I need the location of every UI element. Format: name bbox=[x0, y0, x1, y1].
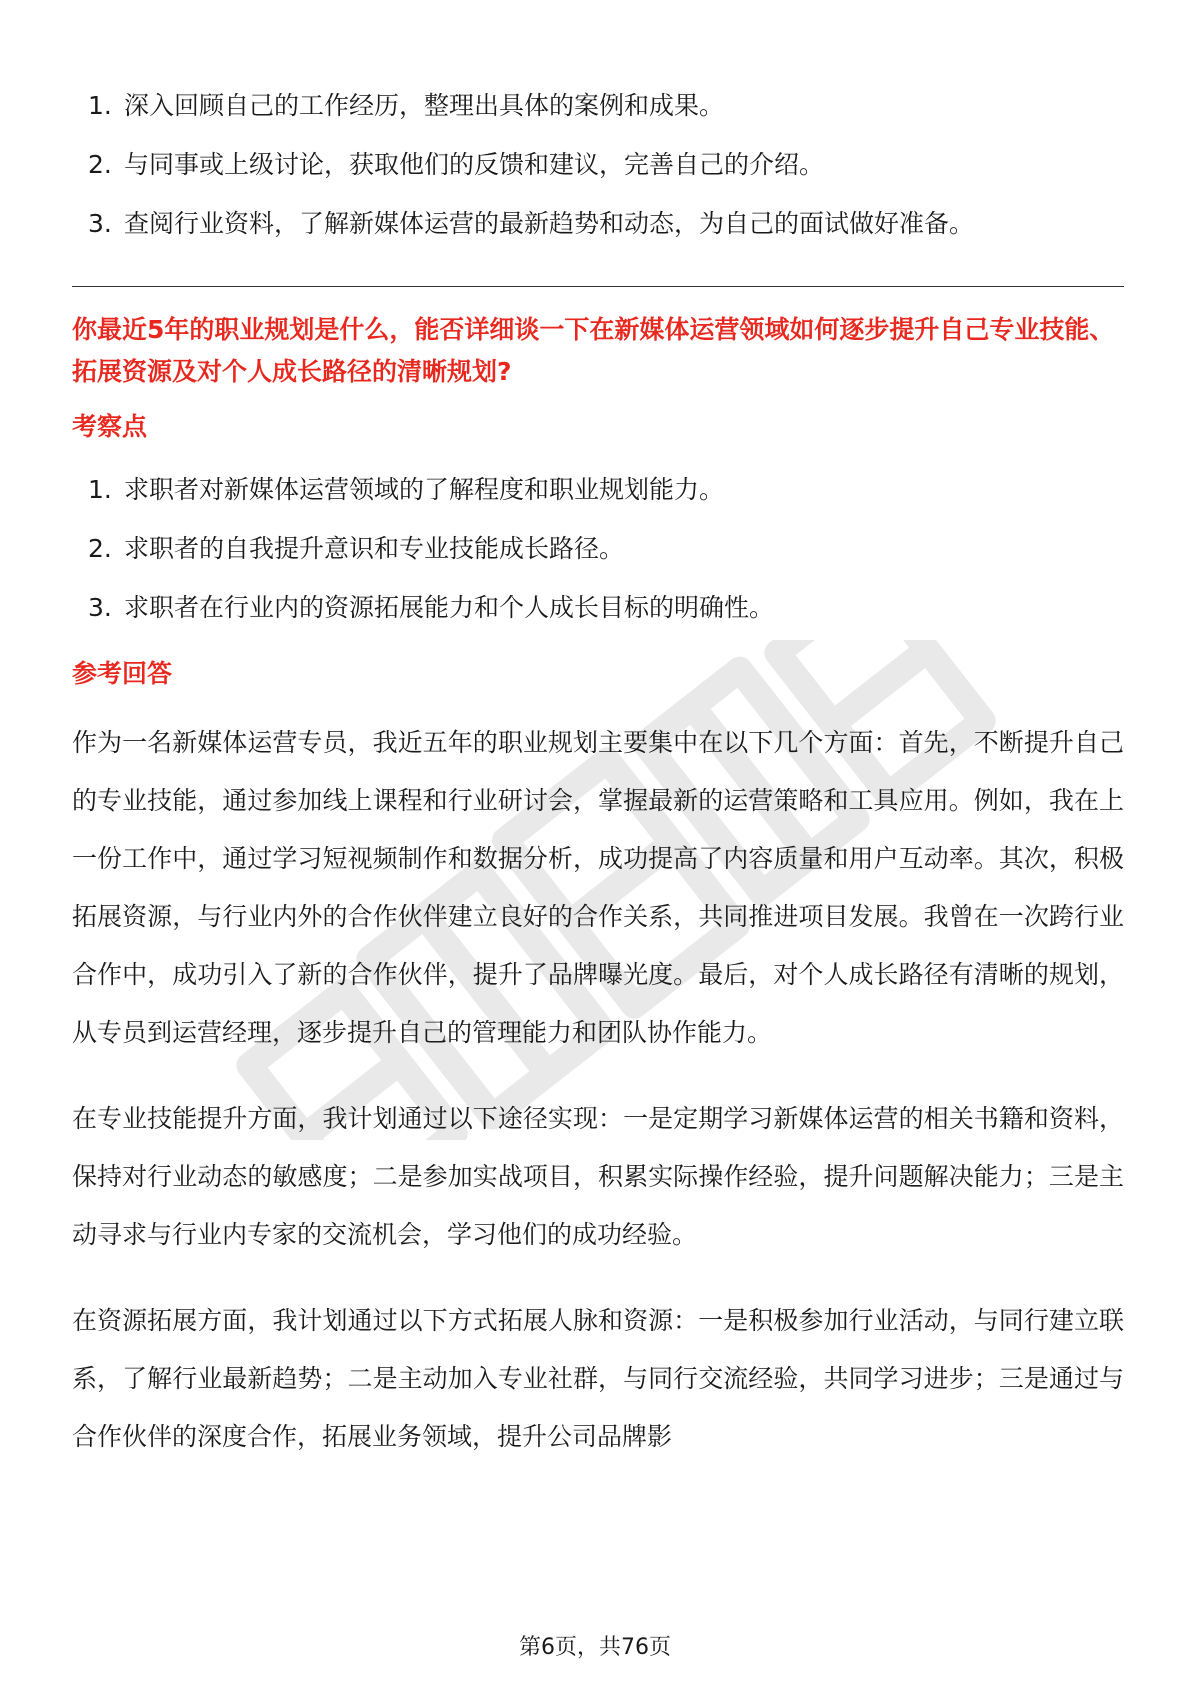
list-item-number: 3. bbox=[88, 209, 112, 238]
list-item-text: 深入回顾自己的工作经历，整理出具体的案例和成果。 bbox=[124, 91, 725, 120]
content-area bbox=[72, 88, 1124, 1494]
interview-question: 你最近5年的职业规划是什么，能否详细谈一下在新媒体运营领域如何逐步提升自己专业技能、拓展资源及对个人成长路径的清晰规划? bbox=[72, 315, 1115, 386]
list-item bbox=[72, 88, 1124, 124]
answer-paragraph: 在资源拓展方面，我计划通过以下方式拓展人脉和资源：一是积极参加行业活动，与同行建立联系，了解行业最新趋势；二是主动加入专业社群，与同行交流经验，共同学习进步；三是通过与合作伙伴的深度合作，拓展业务领域，提升公司品牌影 bbox=[72, 1306, 1124, 1451]
assessment-list bbox=[72, 472, 1124, 626]
list-item-text: 求职者对新媒体运营领域的了解程度和职业规划能力。 bbox=[124, 475, 725, 504]
intro-list bbox=[72, 88, 1124, 242]
list-item-number: 2. bbox=[88, 150, 112, 179]
answer-paragraph: 作为一名新媒体运营专员，我近五年的职业规划主要集中在以下几个方面：首先，不断提升自己的专业技能，通过参加线上课程和行业研讨会，掌握最新的运营策略和工具应用。例如，我在上一份工作中，通过学习短视频制作和数据分析，成功提高了内容质量和用户互动率。其次，积极拓展资源，与行业内外的合作伙伴建立良好的合作关系，共同推进项目发展。我曾在一次跨行业合作中，成功引入了新的合作伙伴，提升了品牌曝光度。最后，对个人成长路径有清晰的规划，从专员到运营经理，逐步提升自己的管理能力和团队协作能力。 bbox=[72, 728, 1124, 1047]
answer-heading: 参考回答 bbox=[72, 659, 173, 688]
list-item-number: 1. bbox=[88, 475, 112, 504]
list-item bbox=[72, 206, 1124, 242]
list-item-text: 与同事或上级讨论，获取他们的反馈和建议，完善自己的介绍。 bbox=[124, 150, 825, 179]
list-item-number: 2. bbox=[88, 534, 112, 563]
list-item-text: 查阅行业资料，了解新媒体运营的最新趋势和动态，为自己的面试做好准备。 bbox=[124, 209, 975, 238]
list-item-number: 3. bbox=[88, 593, 112, 622]
list-item bbox=[72, 590, 1124, 626]
list-item-text: 求职者的自我提升意识和专业技能成长路径。 bbox=[124, 534, 625, 563]
page-number-footer: 第6页，共76页 bbox=[519, 1635, 671, 1660]
list-item-text: 求职者在行业内的资源拓展能力和个人成长目标的明确性。 bbox=[124, 593, 775, 622]
answer-paragraph: 在专业技能提升方面，我计划通过以下途径实现：一是定期学习新媒体运营的相关书籍和资料，保持对行业动态的敏感度；二是参加实战项目，积累实际操作经验，提升问题解决能力；三是主动寻求与行业内专家的交流机会，学习他们的成功经验。 bbox=[72, 1104, 1124, 1249]
section-divider bbox=[72, 286, 1124, 287]
list-item bbox=[72, 531, 1124, 567]
list-item-number: 1. bbox=[88, 91, 112, 120]
list-item bbox=[72, 147, 1124, 183]
assessment-heading: 考察点 bbox=[72, 412, 148, 441]
list-item bbox=[72, 472, 1124, 508]
